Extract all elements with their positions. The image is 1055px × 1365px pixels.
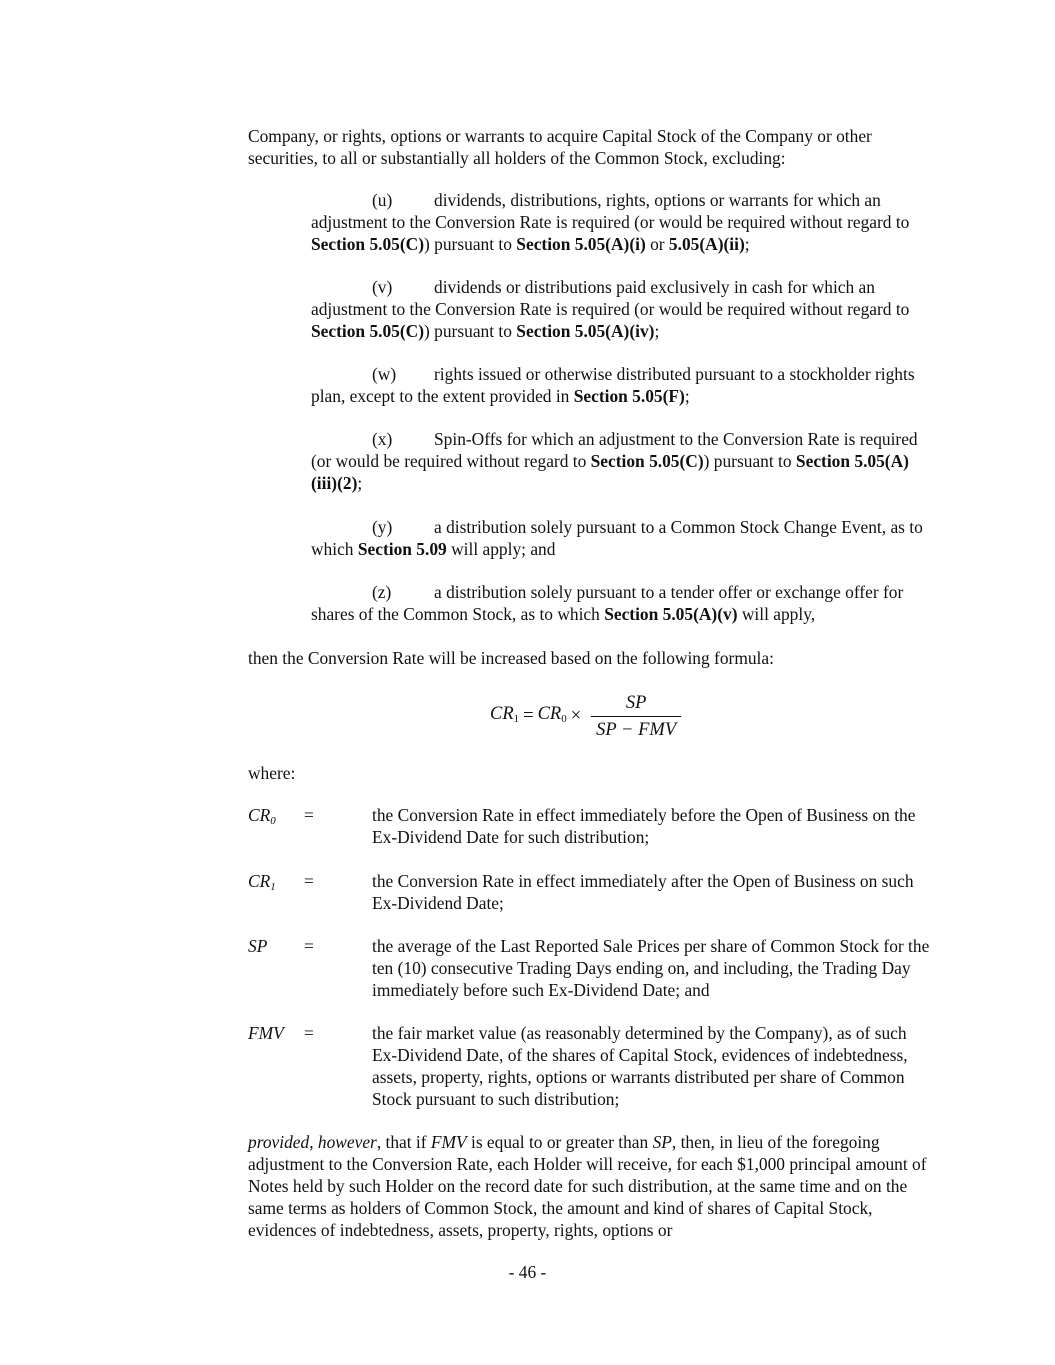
definition-variable: SP: [248, 936, 268, 956]
list-item-z: (z) a distribution solely pursuant to a tender offer or exchange offer for shares of the Common Stock, as to which Section 5.05(A)(v) will apply,: [311, 582, 904, 624]
definition-equals: =: [304, 936, 314, 956]
definition-equals: =: [304, 871, 314, 891]
list-item-label: (u): [372, 190, 393, 210]
definition-variable: $CR_1$: [248, 871, 276, 893]
list-item-x: (x) Spin-Offs for which an adjustment to the Conversion Rate is required (or would be required without regard to Section 5.05(C)) pursuant to Section 5.05(A)(iii)(2);: [311, 429, 918, 493]
list-item-label: (w): [372, 364, 397, 384]
intro-paragraph: Company, or rights, options or warrants to acquire Capital Stock of the Company or other securities, to all or substantially all holders of the Common Stock, excluding:: [248, 126, 872, 168]
list-item-v: (v) dividends or distributions paid exclusively in cash for which an adjustment to the Conversion Rate is required (or would be required without regard to Section 5.05(C)) pursuant to Section 5.05(A)(iv);: [311, 277, 910, 341]
formula-numerator: SP: [625, 692, 647, 713]
formula-fraction: [591, 692, 681, 741]
definition-text: the fair market value (as reasonably determined by the Company), as of such Ex-Dividend Date, of the shares of Capital Stock, evidences of indebtedness, assets, property, rights, options or warrants distributed per share of Common Stock pursuant to such distribution;: [372, 1023, 908, 1109]
formula-lhs: $CR_1$: [490, 703, 520, 725]
list-item-u: (u) dividends, distributions, rights, options or warrants for which an adjustment to the Conversion Rate is required (or would be required without regard to Section 5.05(C)) pursuant to Section 5.05(A)(i) or 5.05(A)(ii);: [311, 190, 910, 254]
definition-equals: =: [304, 805, 314, 825]
proviso-paragraph: provided, however, that if FMV is equal to or greater than SP, then, in lieu of the foregoing adjustment to the Conversion Rate, each Holder will receive, for each $1,000 principal amount of Notes held by such Holder on the record date for such distribution, at the same time and on the same terms as holders of Common Stock, the amount and kind of shares of Capital Stock, evidences of indebtedness, assets, property, rights, options or: [248, 1132, 927, 1240]
formula-denominator: SP − FMV: [596, 719, 677, 740]
definition-variable: $CR_0$: [248, 805, 276, 827]
formula-intro: then the Conversion Rate will be increased based on the following formula:: [248, 648, 774, 668]
list-item-label: (v): [372, 277, 393, 297]
fraction-bar: [591, 716, 681, 717]
where-label: where:: [248, 763, 296, 783]
list-item-w: (w) rights issued or otherwise distributed pursuant to a stockholder rights plan, except to the extent provided in Section 5.05(F);: [311, 364, 915, 406]
page-number: - 46 -: [508, 1262, 547, 1282]
formula-rhs-var: $CR_0$: [537, 703, 567, 725]
definition-variable: FMV: [248, 1023, 284, 1043]
definition-text: the average of the Last Reported Sale Prices per share of Common Stock for the ten (10) consecutive Trading Days ending on, and including, the Trading Day immediately before such Ex-Dividend Date; and: [372, 936, 930, 1000]
list-item-label: (x): [372, 429, 393, 449]
list-item-label: (z): [372, 582, 392, 602]
definition-text: the Conversion Rate in effect immediately after the Open of Business on such Ex-Dividend Date;: [372, 871, 914, 913]
formula-equals: =: [523, 706, 534, 726]
list-item-y: (y) a distribution solely pursuant to a Common Stock Change Event, as to which Section 5.09 will apply; and: [311, 517, 923, 559]
definition-equals: =: [304, 1023, 314, 1043]
definition-text: the Conversion Rate in effect immediately before the Open of Business on the Ex-Dividend Date for such distribution;: [372, 805, 916, 847]
formula-times: ×: [570, 706, 582, 726]
list-item-label: (y): [372, 517, 393, 537]
conversion-rate-formula: [490, 690, 681, 742]
